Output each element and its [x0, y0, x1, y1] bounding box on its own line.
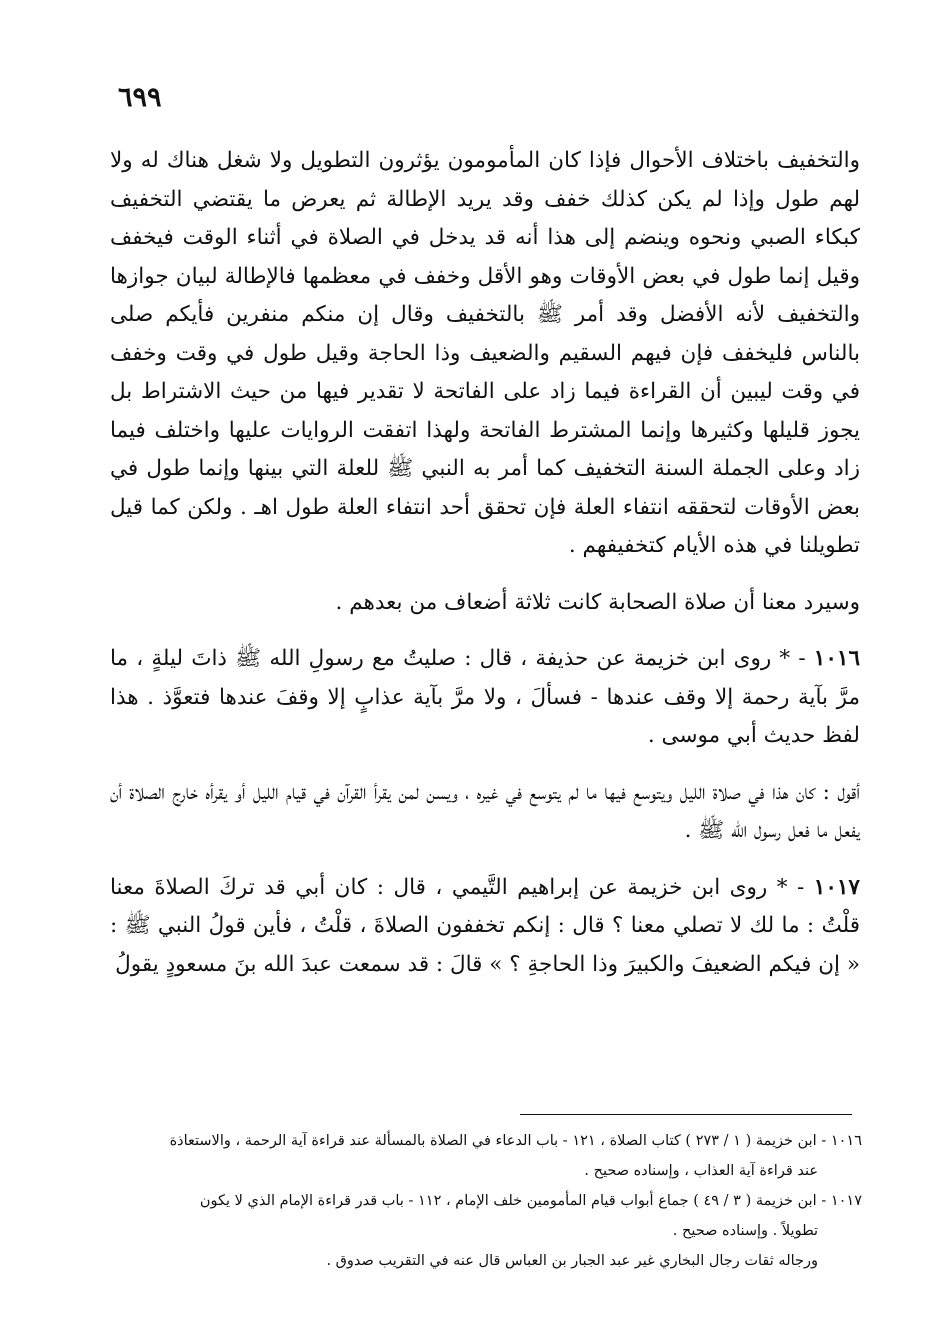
hadith-1017	[110, 869, 860, 985]
footnote-1016-line1: ١٠١٦ - ابن خزيمة ( ١ / ٢٧٣ ) كتاب الصلاة ، ١٢١ - باب الدعاء في الصلاة بالمسألة عند قراءة آية الرحمة ، والاستعاذة	[169, 1133, 862, 1149]
footnote-divider	[520, 1114, 852, 1115]
commentary-paragraph	[110, 142, 860, 566]
hadith-1016	[110, 640, 860, 756]
hadith-number: ١٠١٧	[813, 874, 860, 900]
comment-paragraph	[110, 774, 860, 851]
paragraph-text: أقول : كان هذا في صلاة الليل ويتوسع فيها ما لم يتوسع في غيره ، ويسن لمن يقرأ القرآن في قيام الليل أو يقرأه خارج الصلاة أن يفعل ما فعل رسول الله ﷺ .	[110, 779, 860, 843]
paragraph-text: والتخفيف باختلاف الأحوال فإذا كان المأمومون يؤثرون التطويل ولا شغل هناك له ولا لهم طول وإذا لم يكن كذلك خفف وقد يريد الإطالة ثم يعرض ما يقتضي التخفيف كبكاء الصبي ونحوه وينضم إلى هذا أنه قد يدخل في الصلاة في أثناء الوقت فيخفف وقيل إنما طول في بعض الأوقات وهو الأقل وخفف في معظمها فالإطالة لبيان جوازها والتخفيف لأنه الأفضل وقد أمر ﷺ بالتخفيف وقال إن منكم منفرين فأيكم صلى بالناس فليخفف فإن فيهم السقيم والضعيف وذا الحاجة وقيل طول في وقت وخفف في وقت ليبين أن القراءة فيما زاد على الفاتحة لا تقدير فيها من حيث الاشتراط بل يجوز قليلها وكثيرها وإنما المشترط الفاتحة ولهذا اتفقت الروايات عليها واختلف فيما زاد وعلى الجملة السنة التخفيف كما أمر به النبي ﷺ للعلة التي بينها وإنما طول في بعض الأوقات لتحققه انتفاء العلة فإن تحقق أحد انتفاء العلة طول اهـ . ولكن كما قيل تطويلنا في هذه الأيام كتخفيفهم .	[110, 148, 860, 558]
hadith-number: ١٠١٦	[813, 646, 860, 671]
hadith-text: - * روى ابن خزيمة عن حذيفة ، قال : صليتُ مع رسولِ الله ﷺ ذاتَ ليلةٍ ، ما مرَّ بآية رحمة إلا وقف عندها - فسألَ ، ولا مرَّ بآية عذابٍ إلا وقفَ عندها فتعوَّذ . هذا لفظ حديث أبي موسى .	[110, 646, 860, 748]
page-number: ٦٩٩	[118, 82, 162, 113]
footnote-1016-line2: عند قراءة آية العذاب ، وإسناده صحيح .	[584, 1163, 818, 1179]
hadith-text: - * روى ابن خزيمة عن إبراهيم التَّيمي ، قال : كان أبي قد تركَ الصلاةَ معنا قلْتُ : ما لك لا تصلي معنا ؟ قال : إنكم تخففون الصلاةَ ، قلْتُ ، فأين قولُ النبي ﷺ : « إن فيكم الضعيفَ والكبيرَ وذا الحاجةِ ؟ » قالَ : قد سمعت عبدَ الله بنَ مسعودٍ يقولُ	[110, 874, 860, 977]
footnote-1017-line2: تطويلاً . وإسناده صحيح .	[672, 1223, 818, 1239]
footnotes	[108, 1126, 862, 1276]
footnote-1017-line1: ١٠١٧ - ابن خزيمة ( ٣ / ٤٩ ) جماع أبواب قيام المأمومين خلف الإمام ، ١١٢ - باب قدر قراءة الإمام الذي لا يكون	[199, 1193, 862, 1209]
note-paragraph	[110, 584, 860, 623]
footnote-1017-line3: ورجاله ثقات رجال البخاري غير عبد الجبار بن العباس قال عنه في التقريب صدوق .	[326, 1253, 818, 1269]
paragraph-text: وسيرد معنا أن صلاة الصحابة كانت ثلاثة أضعاف من بعدهم .	[335, 589, 860, 615]
main-text	[110, 142, 860, 992]
